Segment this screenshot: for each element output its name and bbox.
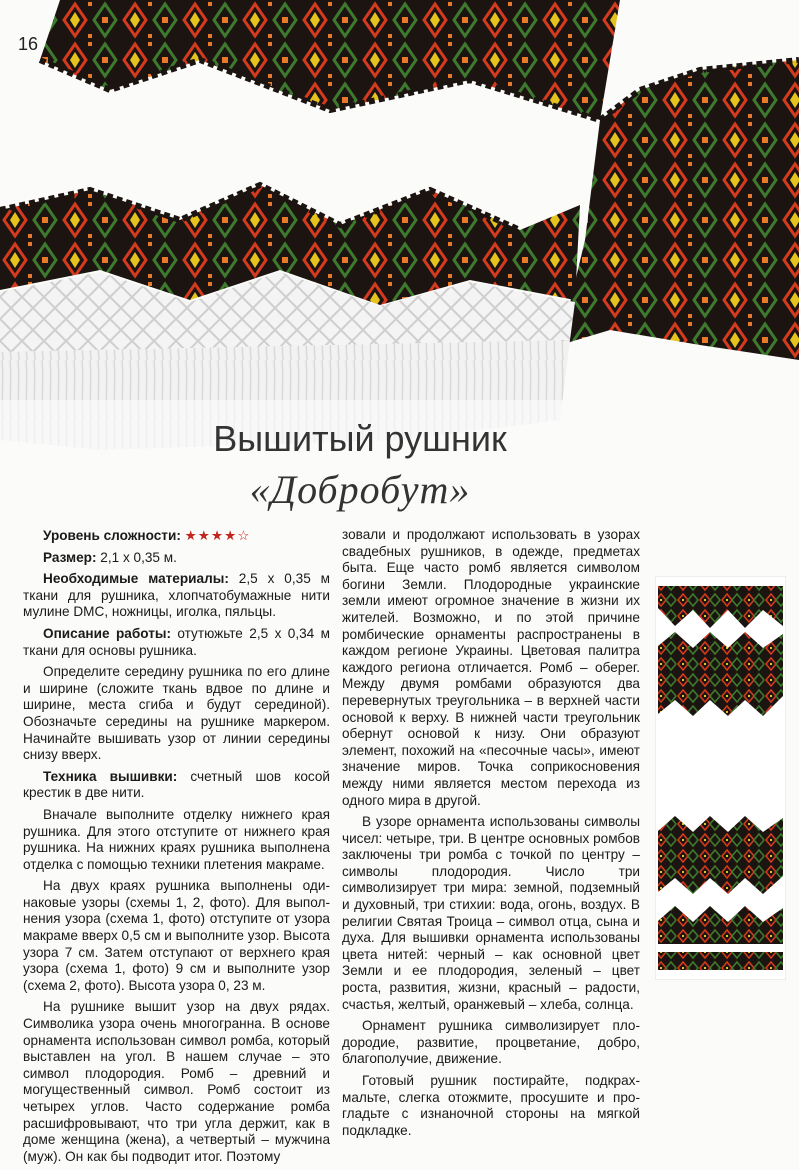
materials-text: 2,5 х 0,35 м ткани для рушника, хлопчатобумажные нити мулине DMC, ножницы, иголка, пяльцы. [23,571,331,620]
towel-photo [0,0,799,470]
size-line [23,550,330,567]
paragraph: Вначале выполните отделку нижнего края рушника. Для этого отступите от нижнего края рушника. На нижних краях рушника выполнена отделка с помощью техники плетения макраме. [23,806,330,872]
technique-label: Техника вышивки: [43,768,178,784]
size-label: Размер: [43,549,97,565]
paragraph: Готовый рушник постирайте, подкрахмальте, слегка отожмите, просушите и прогладьте с изнаночной стороны на мягкой подкладке. [342,1073,640,1138]
difficulty-label: Уровень сложности: [43,528,181,543]
description-paragraph [23,626,330,659]
right-text-column [342,527,640,1144]
article-subtitle: «Добробут» [249,467,471,512]
paragraph: Орнамент рушника символизирует плодородие, развитие, процветание, добро, благополучие, движение. [342,1018,640,1067]
paragraph: На двух краях рушника выполнены одинаковые узоры (схемы 1, 2, фото). Для выполнения узора (схема 1, фото) отступите от узора макраме вверх 0,5 см и выполните узор. Высота узора 7 см. Затем отступают от верхнего края узора (схема 1, фото) 9 см и выполните узор (схема 2, фото). Высота узора 0, 23 м. [23,878,330,993]
description-text: отутюжьте 2,5 х 0,34 м ткани для основы рушника. [23,625,330,658]
paragraph: зовали и продолжают использовать в узорах свадебных рушников, в одежде, предметах быта. Еще часто ромб является символом богини Земли. Плодородные украинские земли имеют огромное значение в жизни их жителей. Возможно, и по этой причине ромбические орнаменты распространены в каждом регионе Украины. Цветовая палитра каждого региона отличается. Ромб – оберег. Между двумя ромбами образуются два перевернутых треугольника – в верхней части основой к верху. В нижней части треугольник обернут основой к низу. Они образуют элемент, похожий на «песочные часы», имеют значение миров. Точка соприкосновения между ними является местом перехода из одного мира в другой. [342,527,640,808]
pattern-strip-image [655,576,786,980]
paragraph: Определите середину рушника по его длине и ширине (сложите ткань вдвое по длине и ширине, места сгиба и будут серединой). Обозначьте середины на рушнике маркером. Начинайте вышивать узор от линии середины снизу вверх. [23,664,330,763]
technique-paragraph [23,769,330,802]
materials-paragraph [23,571,330,621]
page-number: 16 [18,34,39,54]
description-label: Описание работы: [43,625,171,641]
difficulty-line [23,528,330,545]
left-text-column [23,528,330,1170]
size-value: 2,1 х 0,35 м. [100,549,177,565]
technique-text: счетный шов косой крестик в две нити. [23,768,330,801]
paragraph: На рушнике вышит узор на двух рядах. Символика узора очень многогранна. В основе орнамента использован символ ромба, который выставлен на угол. В нашем случае – это символ плодородия. Ромб – древний и могущественный символ. Ромб состоит из четырех углов. Часто содержание ромба расшифровывают, что три угла держит, как в доме женщина (жена), а четвертый – мужчина (муж). Он как бы подводит итог. Поэтому [23,999,330,1164]
materials-label: Необходимые материалы: [43,571,229,587]
difficulty-stars-icon: ★★★★☆ [184,528,251,543]
article-title: Вышитый рушник [213,418,507,459]
paragraph: В узоре орнамента использованы символы чисел: четыре, три. В центре основных ромбов заключены три ромба с точкой по центру – символы плодородия. Число три символизирует три мира: земной, подземный и духовный, три стихии: вода, огонь, воздух. В религии Святая Троица – символ отца, сына и духа. Для вышивки орнамента использованы цвета нитей: черный – как основной цвет Земли и ее плодородия, зеленый – цвет роста, развития, жизни, красный – радости, счастья, желтый, оранжевый – хлеба, солнца. [342,814,640,1012]
